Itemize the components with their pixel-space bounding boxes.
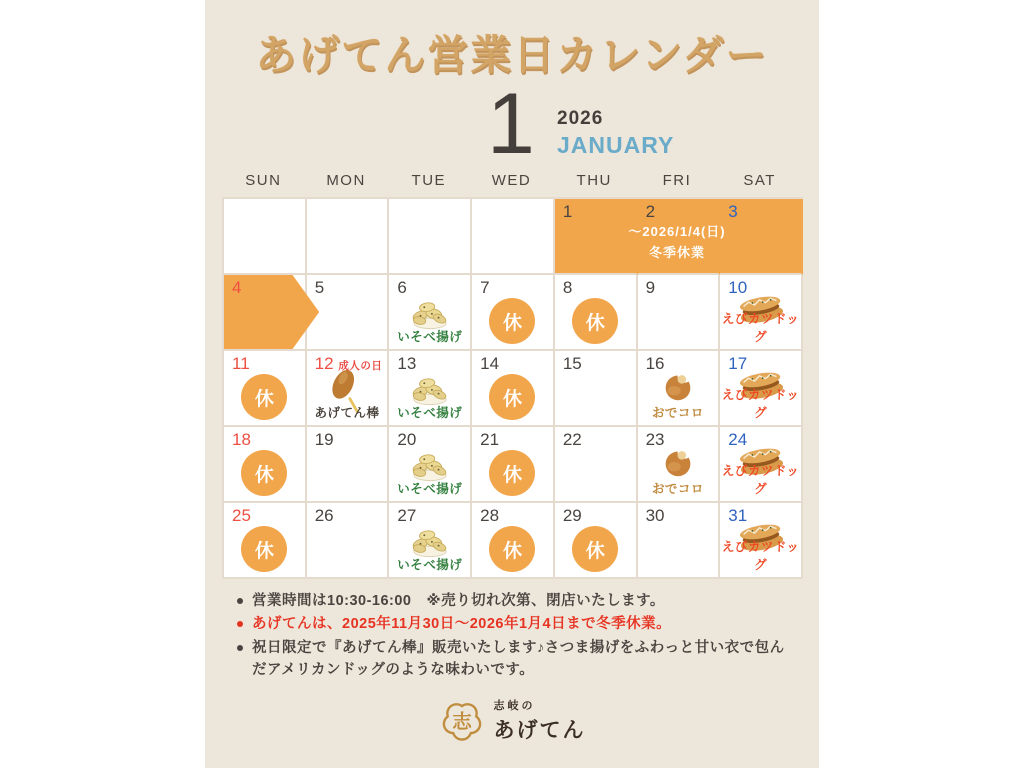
day-number: 15	[562, 354, 582, 373]
product-label: えびカツドッグ	[721, 464, 800, 496]
weekday-header: FRI	[662, 172, 692, 189]
ode-koro-icon	[659, 367, 697, 405]
product-label: いそべ揚げ	[397, 330, 463, 344]
closed-day-badge: 休	[572, 298, 618, 344]
product-label: えびカツドッグ	[721, 388, 800, 420]
calendar-day-cell-26	[307, 503, 390, 579]
notes-list	[235, 590, 795, 683]
day-number: 28	[480, 506, 500, 525]
product-label: あげてん棒	[314, 406, 380, 420]
calendar-day-cell-27	[389, 503, 472, 579]
calendar-day-cell-11	[224, 351, 307, 427]
calendar-day-cell-14	[472, 351, 555, 427]
day-number: 9	[645, 278, 656, 297]
day-number: 26	[314, 506, 334, 525]
day-number: 24	[728, 430, 748, 449]
calendar-empty-cell	[224, 199, 307, 275]
logo-place-label: 志岐の	[493, 700, 536, 712]
product-label: えびカツドッグ	[721, 312, 800, 344]
month-number: 1	[487, 76, 535, 172]
product-label: いそべ揚げ	[397, 558, 463, 572]
logo-name-label: あげてん	[493, 719, 586, 742]
product-label: いそべ揚げ	[397, 482, 463, 496]
day-number: 16	[645, 354, 665, 373]
calendar-day-cell-28	[472, 503, 555, 579]
product-label: おでコロ	[651, 406, 704, 420]
day-number: 20	[397, 430, 417, 449]
day-number: 31	[728, 506, 748, 525]
note-item: 営業時間は10:30-16:00 ※売り切れ次第、閉店いたします。	[235, 590, 795, 612]
calendar-empty-cell	[472, 199, 555, 275]
day-number: 12	[314, 354, 334, 373]
closed-day-badge: 休	[241, 374, 287, 420]
closed-day-badge: 休	[489, 526, 535, 572]
calendar-day-cell-7	[472, 275, 555, 351]
calendar-poster	[205, 0, 819, 768]
day-number: 14	[480, 354, 500, 373]
note-item: あげてんは、2025年11月30日～2026年1月4日まで冬季休業。	[235, 613, 795, 635]
calendar-day-cell-19	[307, 427, 390, 503]
poster-title: あげてん営業日カレンダー	[255, 32, 769, 78]
ode-koro-icon	[659, 443, 697, 481]
weekday-header-row	[222, 172, 801, 189]
day-number: 11	[232, 354, 250, 373]
brand-logo	[205, 697, 819, 744]
product-label: えびカツドッグ	[721, 540, 800, 572]
weekday-header: SUN	[245, 172, 282, 189]
day-number: 25	[232, 506, 251, 525]
day-number: 21	[480, 430, 500, 449]
day-number: 18	[232, 430, 251, 449]
day-number: 13	[397, 354, 417, 373]
winter-break-note	[553, 222, 801, 264]
day-number: 30	[645, 506, 665, 525]
day-number: 4	[232, 278, 242, 297]
weekday-header: TUE	[411, 172, 447, 189]
calendar-day-cell-25	[224, 503, 307, 579]
day-number: 27	[397, 506, 417, 525]
day-number: 3	[728, 202, 738, 221]
winter-break-note-line1: ～2026/1/4(日)	[628, 224, 726, 239]
day-number: 22	[562, 430, 582, 449]
calendar-day-cell-24	[720, 427, 803, 503]
closed-day-badge: 休	[489, 374, 535, 420]
closed-day-badge: 休	[572, 526, 618, 572]
product-label: おでコロ	[651, 482, 704, 496]
calendar-day-cell-6	[389, 275, 472, 351]
calendar-day-cell-30	[638, 503, 721, 579]
calendar-day-cell-22	[555, 427, 638, 503]
calendar-day-cell-15	[555, 351, 638, 427]
day-number: 6	[397, 278, 407, 297]
calendar-day-cell-20	[389, 427, 472, 503]
calendar-day-cell-31	[720, 503, 803, 579]
closed-day-badge: 休	[241, 526, 287, 572]
calendar-day-cell-8	[555, 275, 638, 351]
flower-seal-icon	[439, 698, 485, 744]
month-name-label: JANUARY	[557, 132, 675, 158]
day-number: 2	[645, 202, 656, 221]
calendar-day-cell-12	[307, 351, 390, 427]
weekday-header: SAT	[743, 172, 776, 189]
day-number: 17	[728, 354, 748, 373]
year-month-block	[557, 108, 674, 159]
weekday-header: THU	[576, 172, 612, 189]
calendar-empty-cell	[389, 199, 472, 275]
winter-break-note-line2: 冬季休業	[648, 244, 705, 260]
product-label: いそべ揚げ	[397, 406, 463, 420]
day-number: 5	[314, 278, 325, 297]
holiday-label: 成人の日	[338, 360, 383, 372]
day-number: 19	[314, 430, 334, 449]
calendar-day-cell-9	[638, 275, 721, 351]
calendar-day-cell-29	[555, 503, 638, 579]
closed-day-badge: 休	[241, 450, 287, 496]
closed-day-badge: 休	[489, 450, 535, 496]
year-label: 2026	[557, 108, 604, 129]
calendar-day-cell-4	[224, 275, 307, 351]
calendar-day-cell-5	[307, 275, 390, 351]
day-number: 23	[645, 430, 665, 449]
isobe-age-icon	[407, 291, 453, 331]
calendar-day-cell-18	[224, 427, 307, 503]
calendar-empty-cell	[307, 199, 390, 275]
day-number: 1	[562, 202, 573, 221]
weekday-header: MON	[326, 172, 366, 189]
day-number: 29	[562, 506, 582, 525]
calendar-day-cell-10	[720, 275, 803, 351]
logo-mark: 志	[451, 710, 472, 733]
calendar-day-cell-13	[389, 351, 472, 427]
calendar-day-cell-16	[638, 351, 721, 427]
closed-day-badge: 休	[489, 298, 535, 344]
calendar-day-cell-17	[720, 351, 803, 427]
day-number: 10	[728, 278, 748, 297]
note-item: 祝日限定で『あげてん棒』販売いたします♪さつま揚げをふわっと甘い衣で包んだアメリカンドッグのような味わいです。	[235, 637, 795, 682]
logo-text-block	[494, 697, 586, 744]
day-number: 7	[480, 278, 490, 297]
calendar-day-cell-21	[472, 427, 555, 503]
day-number: 8	[562, 278, 573, 297]
calendar-day-cell-23	[638, 427, 721, 503]
weekday-header: WED	[491, 172, 532, 189]
